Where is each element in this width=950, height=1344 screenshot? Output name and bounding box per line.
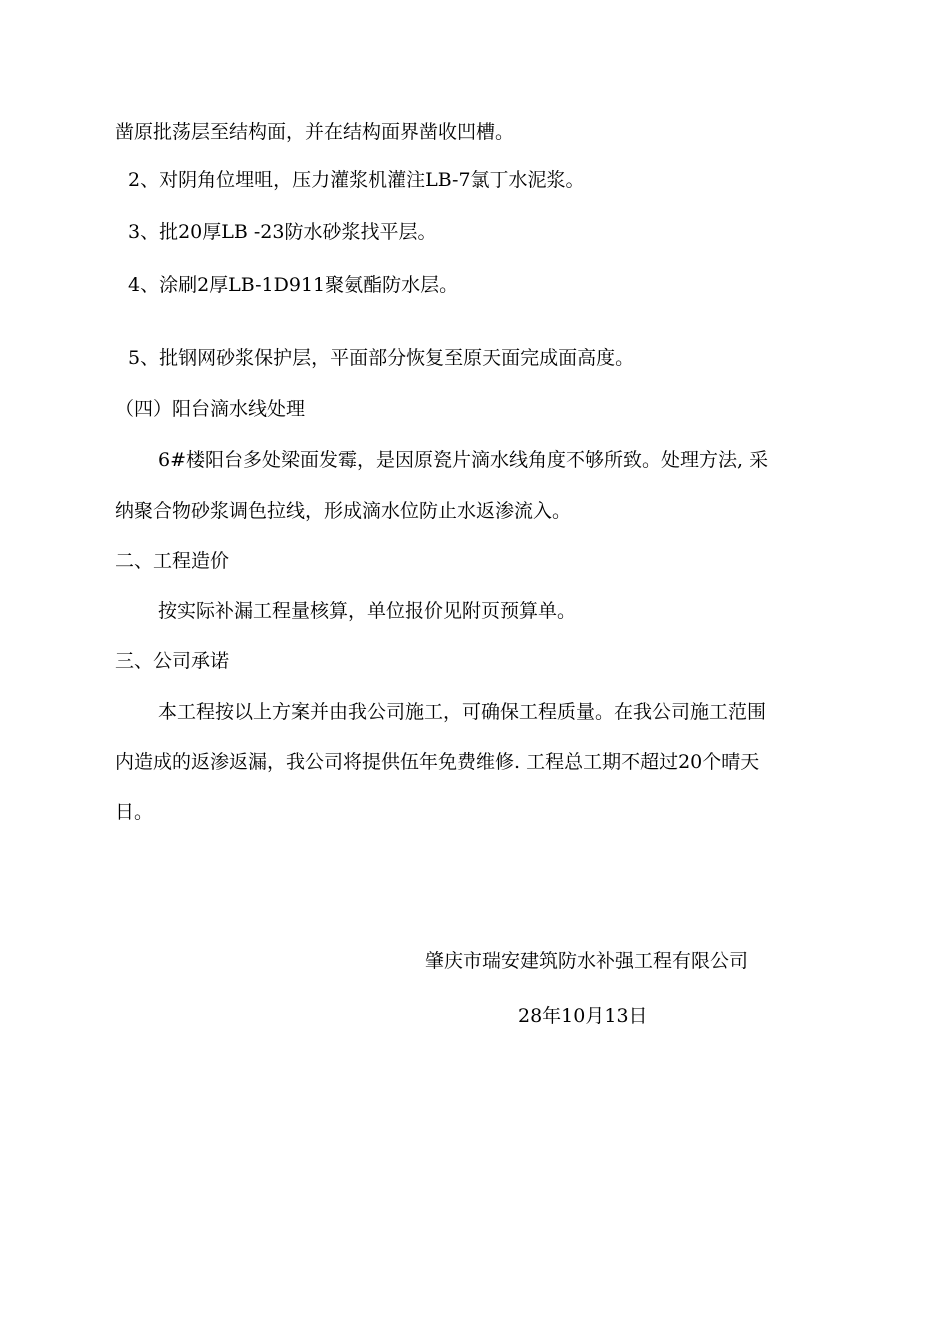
- signature-company: 肇庆市瑞安建筑防水补强工程有限公司: [425, 950, 749, 972]
- paragraph-balcony-line-2: 纳聚合物砂浆调色拉线，形成滴水位防止水返渗流入。: [115, 500, 572, 522]
- paragraph-commitment-line-2: 内造成的返渗返漏，我公司将提供伍年免费维修. 工程总工期不超过20个晴天: [115, 751, 760, 773]
- paragraph-chisel-plaster: 凿原批荡层至结构面，并在结构面界凿收凹槽。: [115, 121, 515, 143]
- step-3-leveling: 3、批20厚LB -23防水砂浆找平层。: [128, 221, 437, 243]
- step-4-waterproof-coating: 4、涂刷2厚LB-1D911聚氨酯防水层。: [128, 274, 459, 296]
- paragraph-cost: 按实际补漏工程量核算，单位报价见附页预算单。: [158, 600, 577, 622]
- section-heading-balcony-drip: （四）阳台滴水线处理: [115, 398, 306, 420]
- section-heading-cost: 二、工程造价: [115, 550, 230, 572]
- paragraph-commitment-line-3: 日。: [115, 801, 154, 823]
- step-2-grouting: 2、对阴角位埋咀，压力灌浆机灌注LB-7氯丁水泥浆。: [128, 169, 585, 191]
- paragraph-commitment-line-1: 本工程按以上方案并由我公司施工，可确保工程质量。在我公司施工范围: [158, 701, 767, 723]
- paragraph-balcony-line-1: 6#楼阳台多处梁面发霉，是因原瓷片滴水线角度不够所致。处理方法, 采: [158, 449, 769, 471]
- signature-date: 28年10月13日: [518, 1005, 648, 1027]
- step-5-protective-layer: 5、批钢网砂浆保护层，平面部分恢复至原天面完成面高度。: [128, 347, 635, 369]
- section-heading-commitment: 三、公司承诺: [115, 650, 230, 672]
